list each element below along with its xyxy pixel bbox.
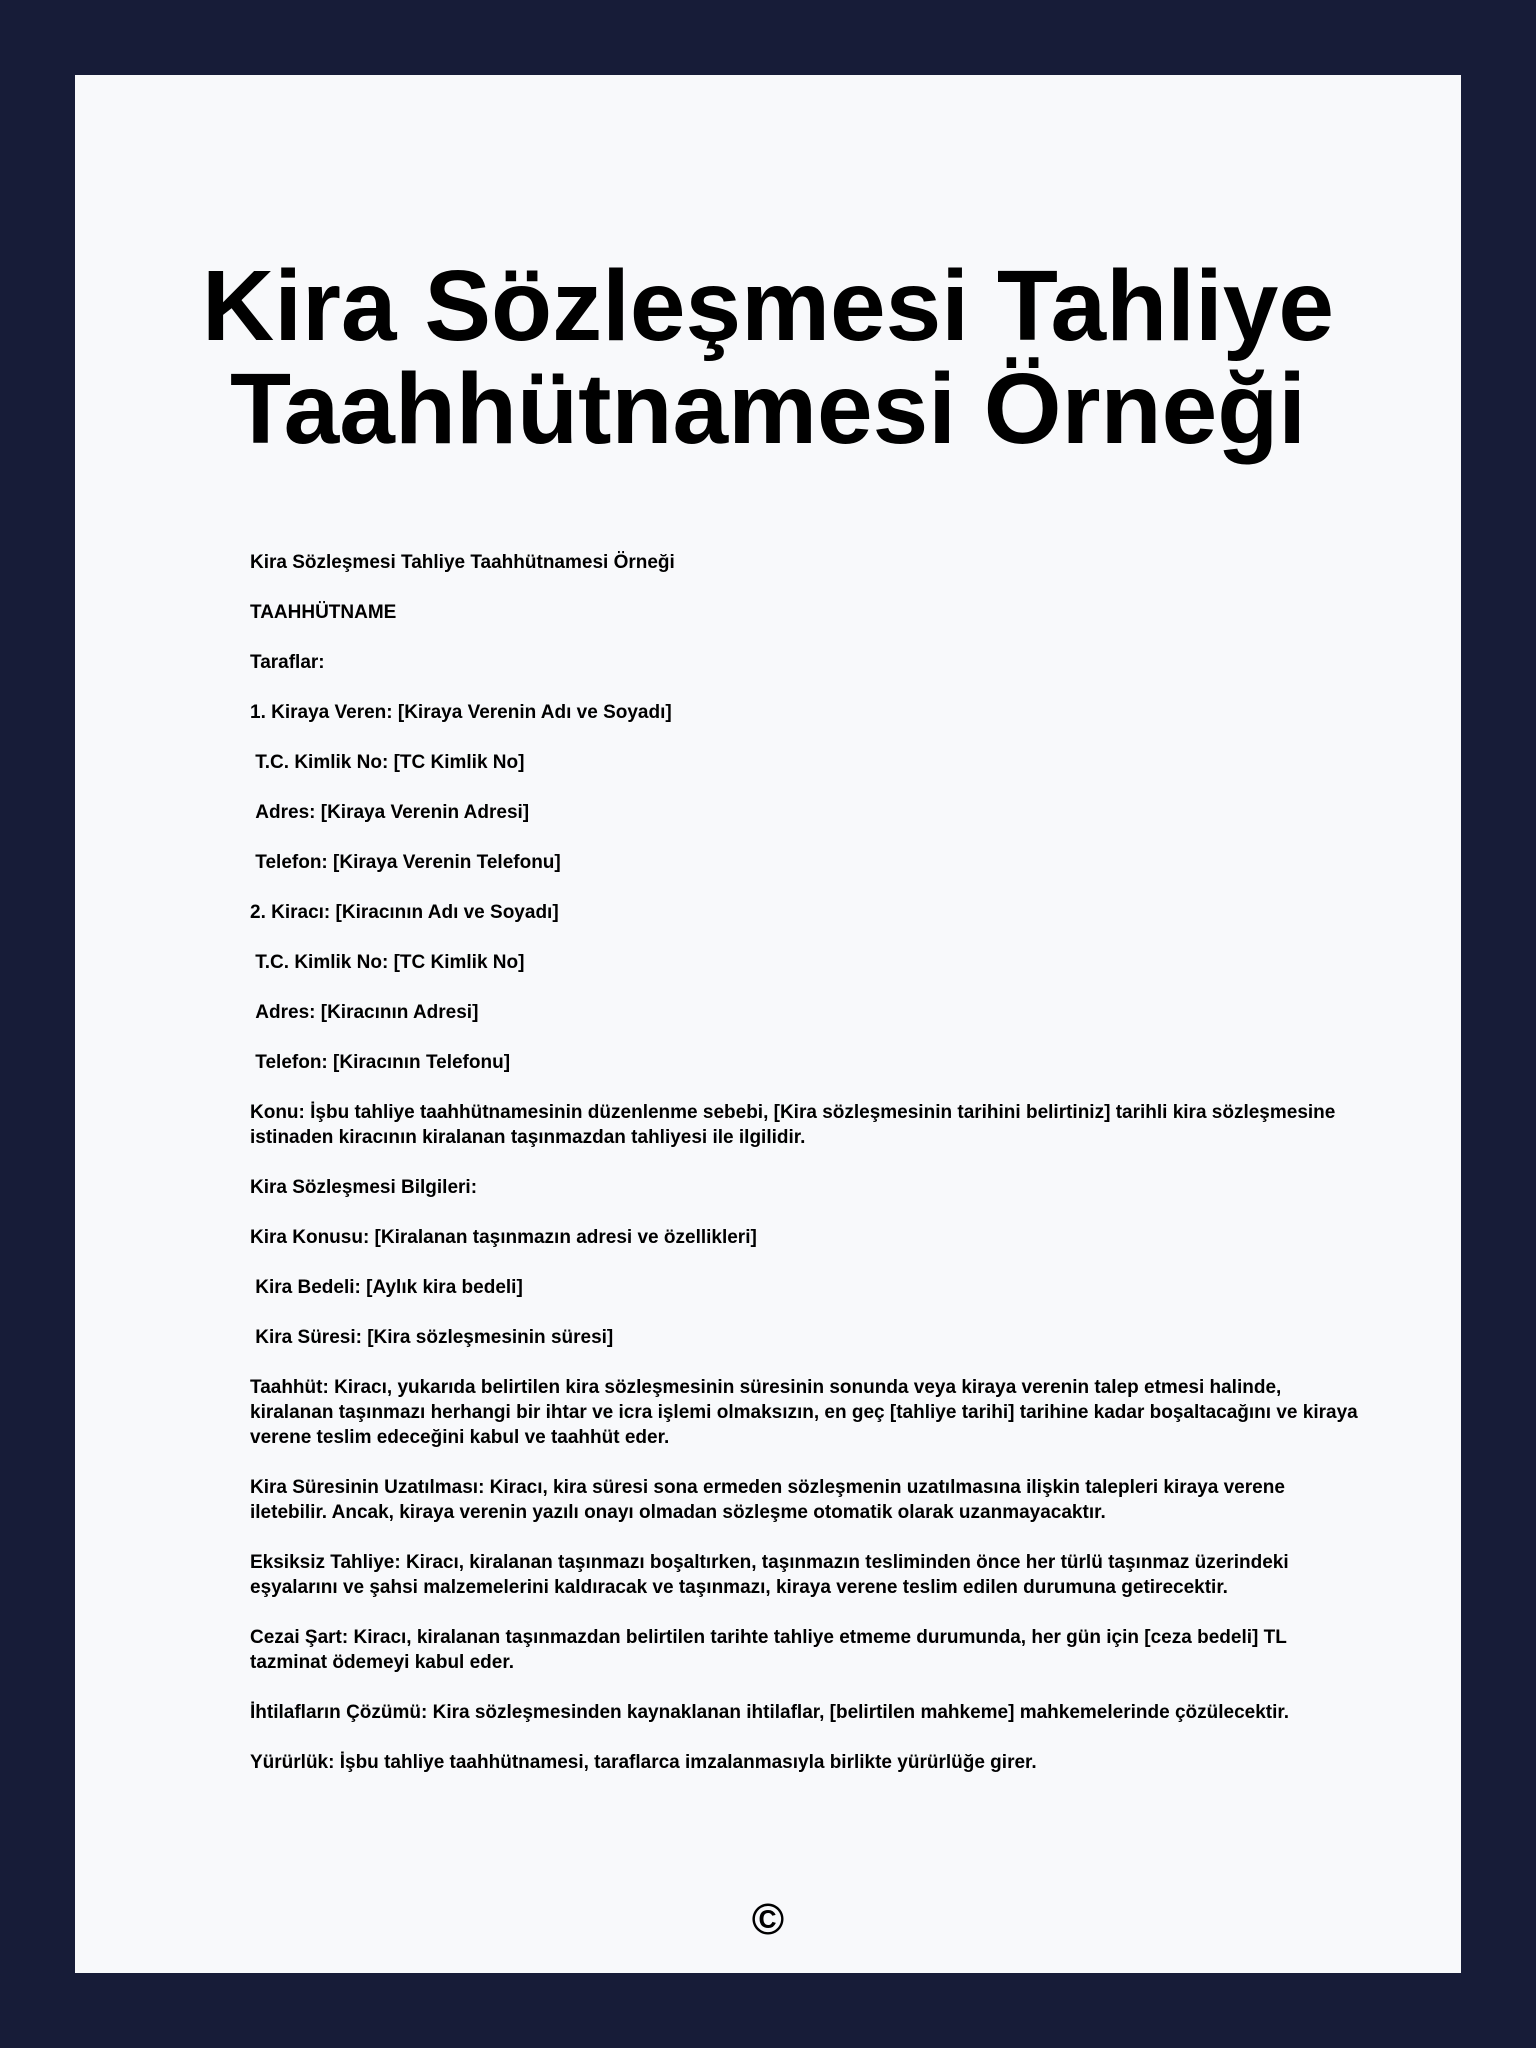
page-title <box>75 250 1461 465</box>
commitment-paragraph: Taahhüt: Kiracı, yukarıda belirtilen kira sözleşmesinin süresinin sonunda veya kiraya verenin talep etmesi halinde, kiralanan taşınmazı herhangi bir ihtar ve icra işlemi olmaksızın, en geç [tahliye tarihi] tarihine kadar boşaltacağını ve kiraya verene teslim edeceğini kabul ve taahhüt eder. <box>250 1377 1363 1448</box>
tenant-address: Adres: [Kiracının Adresi] <box>250 1002 479 1023</box>
page-title-line-2: Taahhütnamesi Örneği <box>229 353 1307 465</box>
extension-paragraph: Kira Süresinin Uzatılması: Kiracı, kira süresi sona ermeden sözleşmenin uzatılmasına ilişkin talepleri kiraya verene iletebilir. Ancak, kiraya verenin yazılı onayı olmadan sözleşme otomatik olarak uzanmayacaktır. <box>250 1477 1291 1523</box>
page-title-line-1: Kira Sözleşmesi Tahliye <box>202 250 1334 362</box>
landlord-id: T.C. Kimlik No: [TC Kimlik No] <box>250 752 525 773</box>
tenant-phone: Telefon: [Kiracının Telefonu] <box>250 1052 511 1073</box>
dispute-paragraph: İhtilafların Çözümü: Kira sözleşmesinden kaynaklanan ihtilaflar, [belirtilen mahkeme] mahkemelerinde çözülecektir. <box>250 1702 1290 1723</box>
contract-info-label: Kira Sözleşmesi Bilgileri: <box>250 1177 478 1198</box>
penalty-paragraph: Cezai Şart: Kiracı, kiralanan taşınmazdan belirtilen tarihte tahliye etmeme durumunda, her gün için [ceza bedeli] TL tazminat ödemeyi kabul eder. <box>250 1627 1292 1673</box>
landlord-name: 1. Kiraya Veren: [Kiraya Verenin Adı ve Soyadı] <box>250 702 672 723</box>
copyright-icon: © <box>751 1895 785 1944</box>
landlord-phone: Telefon: [Kiraya Verenin Telefonu] <box>250 852 561 873</box>
parties-label: Taraflar: <box>250 652 325 673</box>
landlord-address: Adres: [Kiraya Verenin Adresi] <box>250 802 530 823</box>
complete-eviction-paragraph: Eksiksiz Tahliye: Kiracı, kiralanan taşınmazı boşaltırken, taşınmazın tesliminden önce her türlü taşınmaz üzerindeki eşyalarını ve şahsi malzemelerini kaldıracak ve taşınmazı, kiraya verene teslim edilen durumuna getirecektir. <box>250 1552 1294 1598</box>
document-body <box>250 550 1363 1800</box>
effective-paragraph: Yürürlük: İşbu tahliye taahhütnamesi, taraflarca imzalanmasıyla birlikte yürürlüğe girer. <box>250 1752 1037 1773</box>
tenant-id: T.C. Kimlik No: [TC Kimlik No] <box>250 952 525 973</box>
doc-subheading: TAAHHÜTNAME <box>250 602 397 623</box>
rent-subject: Kira Konusu: [Kiralanan taşınmazın adresi ve özellikleri] <box>250 1227 757 1248</box>
subject-paragraph: Konu: İşbu tahliye taahhütnamesinin düzenlenme sebebi, [Kira sözleşmesinin tarihini belirtiniz] tarihli kira sözleşmesine istinaden kiracının kiralanan taşınmazdan tahliyesi ile ilgilidir. <box>250 1102 1341 1148</box>
tenant-name: 2. Kiracı: [Kiracının Adı ve Soyadı] <box>250 902 559 923</box>
doc-heading: Kira Sözleşmesi Tahliye Taahhütnamesi Örneği <box>250 552 675 573</box>
rent-amount: Kira Bedeli: [Aylık kira bedeli] <box>250 1277 523 1298</box>
document-page <box>75 75 1461 1973</box>
rent-duration: Kira Süresi: [Kira sözleşmesinin süresi] <box>250 1327 614 1348</box>
